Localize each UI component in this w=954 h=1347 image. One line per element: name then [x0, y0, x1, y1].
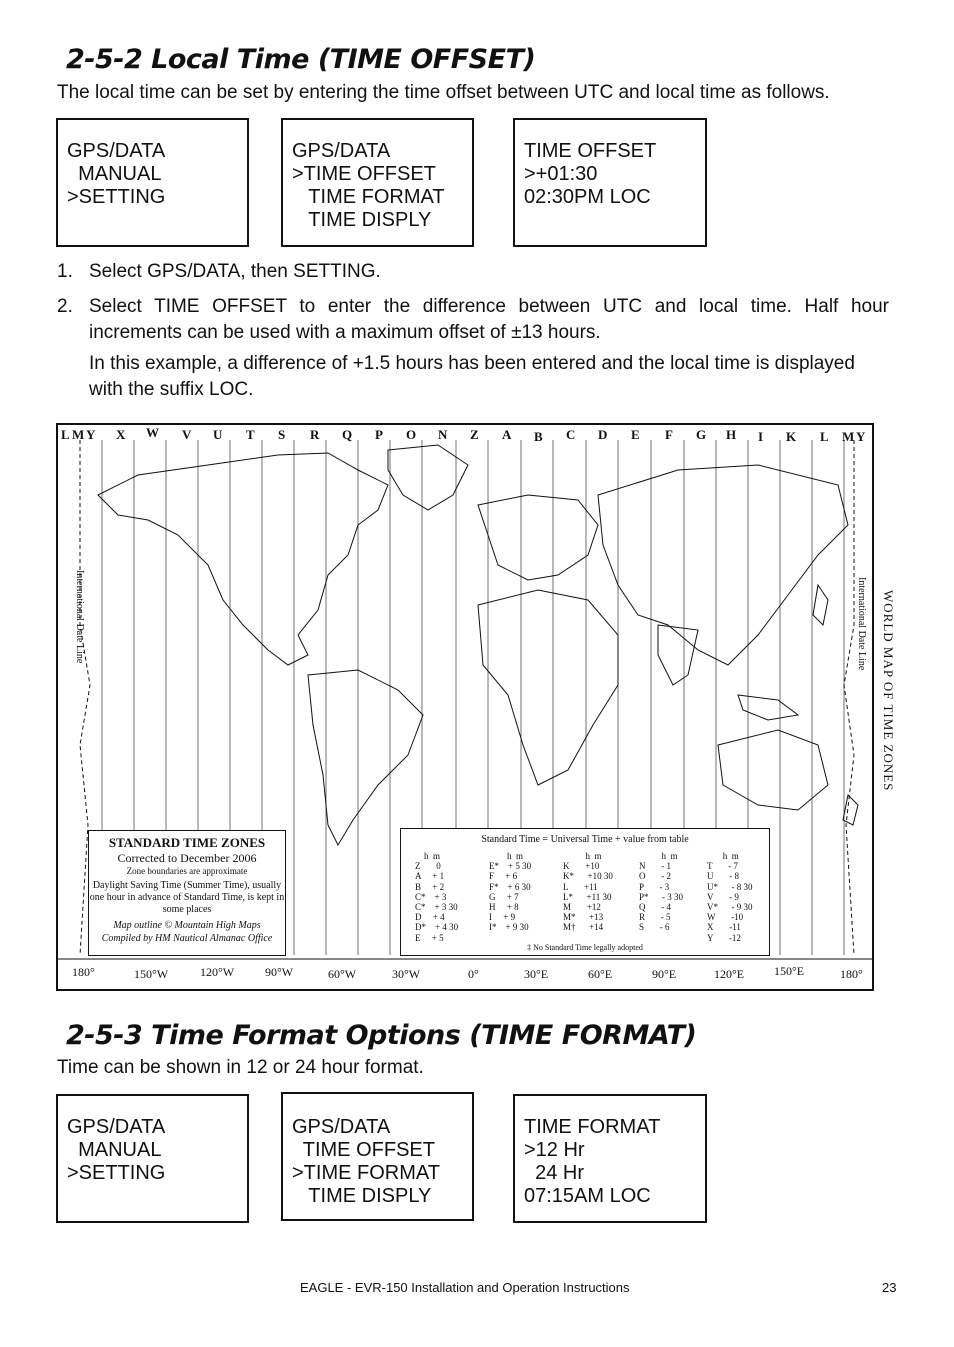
longitude-tick: 90°W: [265, 965, 294, 979]
zone-label: Q: [342, 427, 353, 442]
zone-label: V: [182, 427, 192, 442]
step-1: [57, 259, 889, 285]
lcd-screen-6: [513, 1094, 707, 1223]
longitude-tick: 150°W: [134, 967, 169, 981]
step-text: Select TIME OFFSET to enter the difference between UTC and local time. Half hour increments can be used with a maximum offset of ±13 hours.: [89, 296, 889, 343]
zone-label: T: [246, 427, 255, 442]
longitude-tick: 150°E: [774, 964, 805, 978]
page-number: 23: [882, 1280, 897, 1295]
longitude-tick: 90°E: [652, 967, 677, 981]
lcd-line: 02:30PM LOC: [524, 186, 651, 208]
longitude-tick: 30°E: [524, 967, 549, 981]
section-title-time-offset: 2-5-2 Local Time (TIME OFFSET): [66, 44, 536, 75]
lcd-screen-3: [513, 118, 707, 247]
zone-label: E: [631, 427, 640, 442]
lcd-line: TIME FORMAT: [524, 1116, 661, 1138]
idl-label-right: International Date Line: [856, 577, 867, 671]
lcd-line: >+01:30: [524, 163, 598, 185]
zone-label: W: [146, 425, 159, 440]
lcd-line: GPS/DATA: [67, 1116, 166, 1138]
lcd-line: GPS/DATA: [67, 140, 166, 162]
legend-note: Map outline © Mountain High Maps: [113, 920, 261, 931]
zone-label: Y: [856, 429, 866, 444]
zone-label: D: [598, 427, 608, 442]
step-2: [57, 294, 889, 346]
longitude-tick: 180°: [840, 967, 863, 981]
map-side-title: WORLD MAP OF TIME ZONES: [881, 590, 896, 792]
longitude-tick: 120°W: [200, 965, 235, 979]
step-2-example: In this example, a difference of +1.5 hours has been entered and the local time is displayed with the suffix LOC.: [89, 353, 855, 400]
lcd-line: TIME FORMAT: [292, 186, 445, 208]
longitude-tick: 120°E: [714, 967, 745, 981]
step-number: 2.: [57, 296, 73, 317]
footer-manual-title: EAGLE - EVR-150 Installation and Operation Instructions: [300, 1280, 630, 1295]
lcd-line: >SETTING: [67, 1162, 166, 1184]
lcd-line: GPS/DATA: [292, 140, 391, 162]
zone-label: F: [665, 427, 673, 442]
zone-label: N: [438, 427, 448, 442]
legend-title: STANDARD TIME ZONES: [108, 835, 266, 850]
idl-label-left: International Date Line: [74, 570, 85, 664]
zone-label: P: [375, 427, 383, 442]
legend-note: Daylight Saving Time (Summer Time), usually one hour in advance of Standard Time, is kept in some places: [89, 880, 285, 915]
lcd-line: >SETTING: [67, 186, 166, 208]
longitude-tick: 60°E: [588, 967, 613, 981]
lcd-screen-4: [56, 1094, 249, 1223]
lcd-line: MANUAL: [67, 163, 162, 185]
longitude-tick: 0°: [468, 967, 479, 981]
intro-time-offset: The local time can be set by entering the time offset between UTC and local time as follows.: [57, 82, 830, 103]
longitude-tick: 60°W: [328, 967, 357, 981]
time-zone-table: [400, 828, 770, 956]
lcd-screen-1: [56, 118, 249, 247]
lcd-screen-5: [281, 1092, 474, 1221]
section-title-time-format: 2-5-3 Time Format Options (TIME FORMAT): [66, 1020, 697, 1051]
intro-time-format: Time can be shown in 12 or 24 hour format.: [57, 1057, 424, 1078]
table-column: h m Z 0 A + 1 B + 2 C* + 3 C* + 3 30 D + 4 D* + 4 30 E + 5: [415, 851, 459, 943]
table-column: h m E* + 5 30 F + 6 F* + 6 30 G + 7 H + 8 I + 9 I* + 9 30: [489, 851, 532, 933]
lcd-line: MANUAL: [67, 1139, 162, 1161]
lcd-line: >12 Hr: [524, 1139, 585, 1161]
legend-subtitle: Corrected to December 2006: [117, 851, 257, 865]
zone-label: I: [758, 429, 764, 444]
lcd-line: 24 Hr: [524, 1162, 585, 1184]
lcd-line: >TIME OFFSET: [292, 163, 436, 185]
zone-label: H: [726, 427, 737, 442]
zone-label: Z: [470, 427, 479, 442]
table-column: h m N - 1 O - 2 P - 3 P* - 3 30 Q - 4 R - 5 S - 6: [639, 851, 684, 933]
step-text: Select GPS/DATA, then SETTING.: [89, 261, 381, 282]
step-number: 1.: [57, 261, 73, 282]
table-column: h m K +10 K* +10 30 L +11 L* +11 30 M +12 M* +13 M† +14: [563, 851, 613, 933]
zone-label: M: [842, 429, 855, 444]
table-column: h m T - 7 U - 8 U* - 8 30 V - 9 V* - 9 30 W -10 X -11 Y -12: [707, 851, 753, 943]
legend-note: Zone boundaries are approximate: [126, 866, 248, 876]
longitude-tick: 30°W: [392, 967, 421, 981]
zone-label: L: [61, 427, 70, 442]
lcd-line: 07:15AM LOC: [524, 1185, 651, 1207]
zone-label: X: [116, 427, 126, 442]
zone-label: S: [278, 427, 286, 442]
table-note: ‡ No Standard Time legally adopted: [527, 943, 643, 952]
lcd-line: TIME OFFSET: [292, 1139, 435, 1161]
zone-label: B: [534, 429, 543, 444]
lcd-line: GPS/DATA: [292, 1116, 391, 1138]
lcd-line: TIME OFFSET: [524, 140, 657, 162]
lcd-line: >TIME FORMAT: [292, 1162, 440, 1184]
zone-label: M: [72, 427, 85, 442]
longitude-tick: 180°: [72, 965, 95, 979]
zone-label: A: [502, 427, 512, 442]
lcd-line: TIME DISPLY: [292, 209, 432, 231]
table-caption: Standard Time = Universal Time + value from table: [481, 834, 689, 845]
standard-time-zones-legend: [88, 830, 286, 956]
zone-label: R: [310, 427, 320, 442]
zone-label: L: [820, 429, 829, 444]
legend-note: Compiled by HM Nautical Almanac Office: [101, 933, 273, 944]
zone-label: G: [696, 427, 707, 442]
zone-label: Y: [86, 427, 96, 442]
lcd-line: TIME DISPLY: [292, 1185, 432, 1207]
zone-label: K: [786, 429, 797, 444]
zone-label: U: [213, 427, 223, 442]
zone-label: O: [406, 427, 417, 442]
lcd-screen-2: [281, 118, 474, 247]
zone-label: C: [566, 427, 576, 442]
